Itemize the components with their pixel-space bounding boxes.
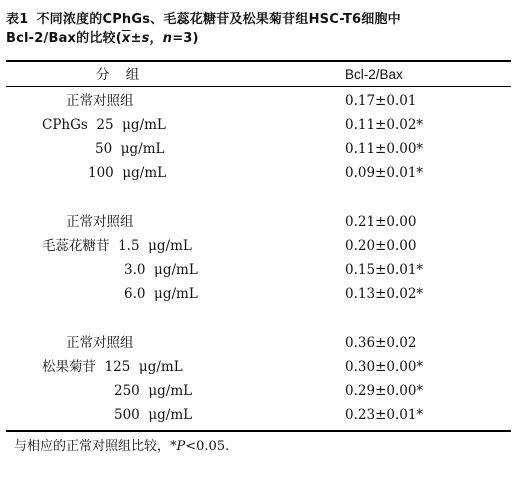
table-title-main: 不同浓度的CPhGs、毛蕊花糖苷及松果菊苷组HSC-T6细胞中 [36, 12, 401, 27]
p-symbol: P [176, 439, 186, 454]
row-label: 正常对照组 [66, 335, 134, 351]
table-title-part: Bcl-2/Bax的比较( [6, 31, 122, 46]
p-threshold: <0.05. [185, 439, 230, 454]
row-value: 0.09±0.01* [345, 165, 424, 181]
row-label: 6.0 μg/mL [124, 286, 198, 302]
row-value: 0.30±0.00* [345, 359, 424, 375]
footnote-text: 与相应的正常对照组比较，* [14, 439, 177, 454]
plus-minus-symbol: ± [130, 31, 142, 46]
mean-symbol: $\overline{x}$ [121, 31, 131, 46]
row-value: 0.21±0.00 [345, 214, 417, 230]
row-value: 0.20±0.00 [345, 238, 417, 254]
table-title-line1 [6, 10, 511, 29]
table-number: 表1 [6, 12, 29, 27]
header-group: 分 组 [96, 67, 146, 83]
row-label: 正常对照组 [66, 214, 134, 230]
sd-symbol: s [141, 31, 150, 46]
header-bcl2-bax: Bcl-2/Bax [345, 67, 403, 82]
n-value: =3) [172, 31, 199, 46]
table-footnote [14, 438, 229, 456]
title-separator: ， [149, 31, 163, 46]
row-value: 0.13±0.02* [345, 286, 424, 302]
row-label: 500 μg/mL [114, 407, 193, 423]
row-label: CPhGs 25 μg/mL [42, 117, 166, 133]
row-value: 0.29±0.00* [345, 383, 424, 399]
bottom-rule [6, 430, 511, 432]
table-title [6, 10, 511, 48]
header-rule [6, 86, 511, 87]
row-value: 0.11±0.00* [345, 141, 424, 157]
row-value: 0.36±0.02 [345, 335, 417, 351]
top-rule [6, 60, 511, 62]
row-label: 250 μg/mL [114, 383, 193, 399]
row-label: 50 μg/mL [95, 141, 165, 157]
row-value: 0.23±0.01* [345, 407, 424, 423]
row-value: 0.15±0.01* [345, 262, 424, 278]
row-label: 3.0 μg/mL [124, 262, 198, 278]
row-value: 0.11±0.02* [345, 117, 424, 133]
row-value: 0.17±0.01 [345, 93, 417, 109]
row-label: 正常对照组 [66, 93, 134, 109]
n-symbol: n [162, 31, 173, 46]
row-label: 松果菊苷 125 μg/mL [42, 359, 183, 375]
row-label: 100 μg/mL [88, 165, 167, 181]
table-title-line2 [6, 29, 511, 48]
row-label: 毛蕊花糖苷 1.5 μg/mL [42, 238, 192, 254]
